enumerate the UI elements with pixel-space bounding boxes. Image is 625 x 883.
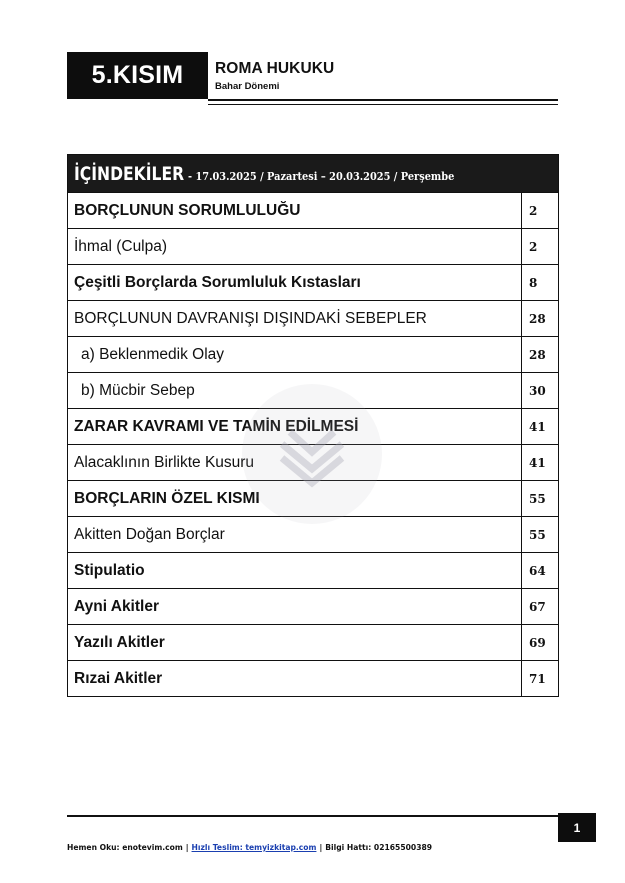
toc-entry-label: BORÇLARIN ÖZEL KISMI: [68, 481, 522, 516]
toc-entry-label: Ayni Akitler: [68, 589, 522, 624]
toc-entry-page: 41: [529, 455, 546, 470]
toc-entry-label: Çeşitli Borçlarda Sorumluluk Kıstasları: [68, 265, 522, 300]
toc-header: [68, 155, 558, 192]
toc-entry-label: BORÇLUNUN DAVRANIŞI DIŞINDAKİ SEBEPLER: [68, 301, 522, 336]
toc-entry-label: İhmal (Culpa): [68, 229, 522, 264]
section-badge: 5.KISIM: [67, 52, 208, 99]
header-rule-thin: [208, 104, 558, 105]
toc-entry-label: Alacaklının Birlikte Kusuru: [68, 445, 522, 480]
toc-entry-page: 55: [529, 491, 546, 506]
footer-separator: |: [319, 843, 323, 852]
toc-entry-page: 69: [529, 635, 546, 650]
toc-dates: - 17.03.2025 / Pazartesi – 20.03.2025 / Perşembe: [188, 168, 455, 183]
toc-entry-label: Stipulatio: [68, 553, 522, 588]
toc-row[interactable]: [68, 300, 558, 336]
toc-row[interactable]: [68, 516, 558, 552]
toc-row[interactable]: [68, 480, 558, 516]
toc-entry-page: 28: [529, 347, 546, 362]
toc-entry-label: Rızai Akitler: [68, 661, 522, 696]
header-rule-thick: [208, 99, 558, 101]
toc-entry-label: a) Beklenmedik Olay: [68, 337, 522, 372]
toc-entry-page: 55: [529, 527, 546, 542]
toc-entry-label: Akitten Doğan Borçlar: [68, 517, 522, 552]
toc-row[interactable]: [68, 588, 558, 624]
page-number: 1: [558, 813, 596, 842]
footer-info-line: Bilgi Hattı: 02165500389: [325, 843, 433, 852]
toc-row[interactable]: [68, 372, 558, 408]
toc-heading: İÇİNDEKİLER: [74, 162, 185, 185]
toc-row[interactable]: [68, 264, 558, 300]
toc-entry-label: ZARAR KAVRAMI VE TAMİN EDİLMESİ: [68, 409, 522, 444]
toc-row[interactable]: [68, 336, 558, 372]
toc-entry-page: 71: [529, 671, 546, 686]
toc-rows: [68, 192, 558, 696]
toc-row[interactable]: [68, 192, 558, 228]
toc-entry-label: Yazılı Akitler: [68, 625, 522, 660]
course-title: ROMA HUKUKU: [215, 60, 335, 77]
toc-entry-label: BORÇLUNUN SORUMLULUĞU: [68, 193, 522, 228]
term-label: Bahar Dönemi: [215, 81, 280, 92]
toc-row[interactable]: [68, 624, 558, 660]
footer-info: [67, 843, 432, 852]
toc-entry-page: 8: [529, 275, 538, 290]
toc-row[interactable]: [68, 444, 558, 480]
toc-entry-page: 2: [529, 203, 538, 218]
toc-entry-page: 28: [529, 311, 546, 326]
footer-rule: [67, 815, 558, 817]
footer-read-now: Hemen Oku: enotevim.com: [67, 843, 183, 852]
toc-row[interactable]: [68, 228, 558, 264]
footer-fast-delivery-link[interactable]: Hızlı Teslim: temyizkitap.com: [191, 843, 317, 852]
toc-row[interactable]: [68, 552, 558, 588]
toc-entry-page: 67: [529, 599, 546, 614]
toc-entry-label: b) Mücbir Sebep: [68, 373, 522, 408]
toc-entry-page: 64: [529, 563, 546, 578]
table-of-contents: [67, 154, 559, 697]
toc-row[interactable]: [68, 408, 558, 444]
toc-entry-page: 41: [529, 419, 546, 434]
footer-separator: |: [185, 843, 189, 852]
toc-entry-page: 2: [529, 239, 538, 254]
toc-row[interactable]: [68, 660, 558, 696]
toc-entry-page: 30: [529, 383, 546, 398]
